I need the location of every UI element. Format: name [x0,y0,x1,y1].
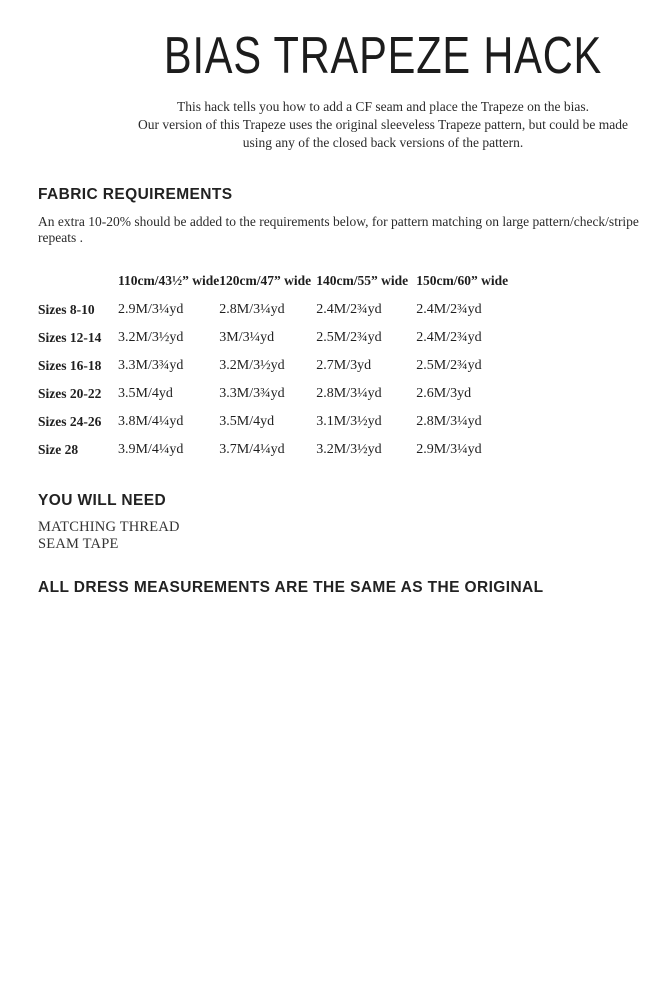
section-heading-fabric-requirements: FABRIC REQUIREMENTS [38,186,233,203]
table-row [38,352,536,380]
fabric-cell: 2.4M/2¾yd [416,302,482,317]
footer-note: ALL DRESS MEASUREMENTS ARE THE SAME AS THE ORIGINAL [38,579,544,596]
fabric-cell: 3.9M/4¼yd [118,442,184,457]
column-header: 150cm/60” wide [416,273,509,288]
table-row [38,380,536,408]
header-block [0,0,666,152]
row-label: Size 28 [38,442,79,457]
fabric-cell: 2.5M/2¾yd [316,330,382,345]
row-label: Sizes 24-26 [38,414,102,429]
fabric-cell: 3.7M/4¼yd [219,442,285,457]
intro-line: This hack tells you how to add a CF seam and place the Trapeze on the bias. [176,99,590,114]
fabric-cell: 2.8M/3¼yd [416,414,482,429]
column-header-blank [38,266,118,296]
row-label: Sizes 16-18 [38,358,102,373]
table-row [38,436,536,464]
fabric-cell: 3.5M/4yd [118,386,173,401]
column-header: 110cm/43½” wide [118,273,220,288]
fabric-cell: 3.1M/3½yd [316,414,382,429]
section-heading-you-will-need: YOU WILL NEED [38,492,167,509]
content-area [0,186,666,597]
you-will-need-list [38,519,640,553]
fabric-cell: 2.5M/2¾yd [416,358,482,373]
fabric-requirements-note: An extra 10-20% should be added to the requirements below, for pattern matching on large pattern/check/stripe repeats . [38,214,639,245]
row-label: Sizes 8-10 [38,302,95,317]
fabric-cell: 3.2M/3½yd [316,442,382,457]
need-item: SEAM TAPE [38,536,119,552]
column-header: 140cm/55” wide [316,273,409,288]
table-row [38,324,536,352]
fabric-cell: 2.8M/3¼yd [316,386,382,401]
fabric-cell: 3.2M/3½yd [219,358,285,373]
intro-line: using any of the closed back versions of the pattern. [242,135,524,150]
intro-paragraph [100,98,666,152]
fabric-cell: 3M/3¼yd [219,330,275,345]
intro-line: Our version of this Trapeze uses the original sleeveless Trapeze pattern, but could be made [137,117,628,132]
fabric-cell: 2.7M/3yd [316,358,372,373]
fabric-cell: 2.6M/3yd [416,386,472,401]
fabric-cell: 2.4M/2¾yd [416,330,482,345]
table-header-row [38,266,536,296]
need-item: MATCHING THREAD [38,519,180,535]
fabric-cell: 3.3M/3¾yd [118,358,184,373]
row-label: Sizes 12-14 [38,330,102,345]
fabric-cell: 2.9M/3¼yd [416,442,482,457]
column-header: 120cm/47” wide [219,273,312,288]
fabric-cell: 2.8M/3¼yd [219,302,285,317]
fabric-cell: 3.3M/3¾yd [219,386,285,401]
fabric-cell: 3.8M/4¼yd [118,414,184,429]
row-label: Sizes 20-22 [38,386,102,401]
fabric-cell: 2.4M/2¾yd [316,302,382,317]
table-row [38,296,536,324]
table-row [38,408,536,436]
page-title: BIAS TRAPEZE HACK [163,27,603,85]
fabric-cell: 3.5M/4yd [219,414,275,429]
fabric-cell: 3.2M/3½yd [118,330,184,345]
fabric-cell: 2.9M/3¼yd [118,302,184,317]
fabric-requirements-table [38,266,536,464]
